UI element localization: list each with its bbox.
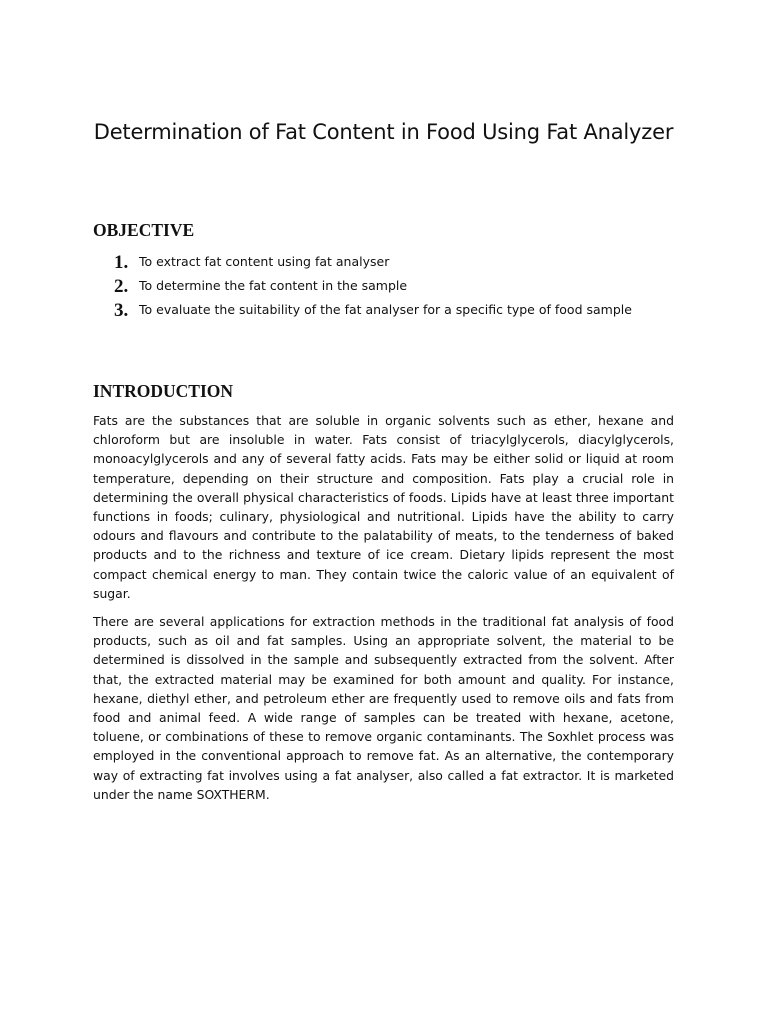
objective-item bbox=[114, 274, 714, 298]
document-title: Determination of Fat Content in Food Using Fat Analyzer bbox=[93, 120, 674, 144]
introduction-paragraph-2: There are several applications for extraction methods in the traditional fat analysis of food products, such as oil and fat samples. Using an appropriate solvent, the material to be determined is dissolved in the sample and subsequently extracted from the solvent. After that, the extracted material may be examined for both amount and quality. For instance, hexane, diethyl ether, and petroleum ether are frequently used to remove oils and fats from food and animal feed. A wide range of samples can be treated with hexane, acetone, toluene, or combinations of these to remove organic contaminants. The Soxhlet process was employed in the conventional approach to remove fat. As an alternative, the contemporary way of extracting fat involves using a fat analyser, also called a fat extractor. It is marketed under the name SOXTHERM. bbox=[93, 614, 674, 802]
objective-item-number: 3. bbox=[114, 300, 129, 321]
objective-list bbox=[114, 250, 714, 322]
objective-item bbox=[114, 250, 714, 274]
objective-item bbox=[114, 298, 714, 322]
objective-item-text: To evaluate the suitability of the fat analyser for a specific type of food sample bbox=[139, 302, 632, 317]
objective-item-number: 2. bbox=[114, 276, 129, 297]
objective-item-text: To determine the fat content in the sample bbox=[139, 278, 408, 293]
objective-heading: OBJECTIVE bbox=[93, 220, 195, 240]
introduction-heading: INTRODUCTION bbox=[93, 381, 234, 401]
introduction-paragraph-1: Fats are the substances that are soluble in organic solvents such as ether, hexane and chloroform but are insoluble in water. Fats consist of triacylglycerols, diacylglycerols, monoacylglycerols and any of several fatty acids. Fats may be either solid or liquid at room temperature, depending on their structure and composition. Fats play a crucial role in determining the overall physical characteristics of foods. Lipids have at least three important functions in foods; culinary, physiological and nutritional. Lipids have the ability to carry odours and flavours and contribute to the palatability of meats, to the tenderness of baked products and to the richness and texture of ice cream. Dietary lipids represent the most compact chemical energy to man. They contain twice the caloric value of an equivalent of sugar. bbox=[93, 413, 674, 601]
objective-item-number: 1. bbox=[114, 252, 129, 273]
objective-item-text: To extract fat content using fat analyser bbox=[139, 254, 390, 269]
